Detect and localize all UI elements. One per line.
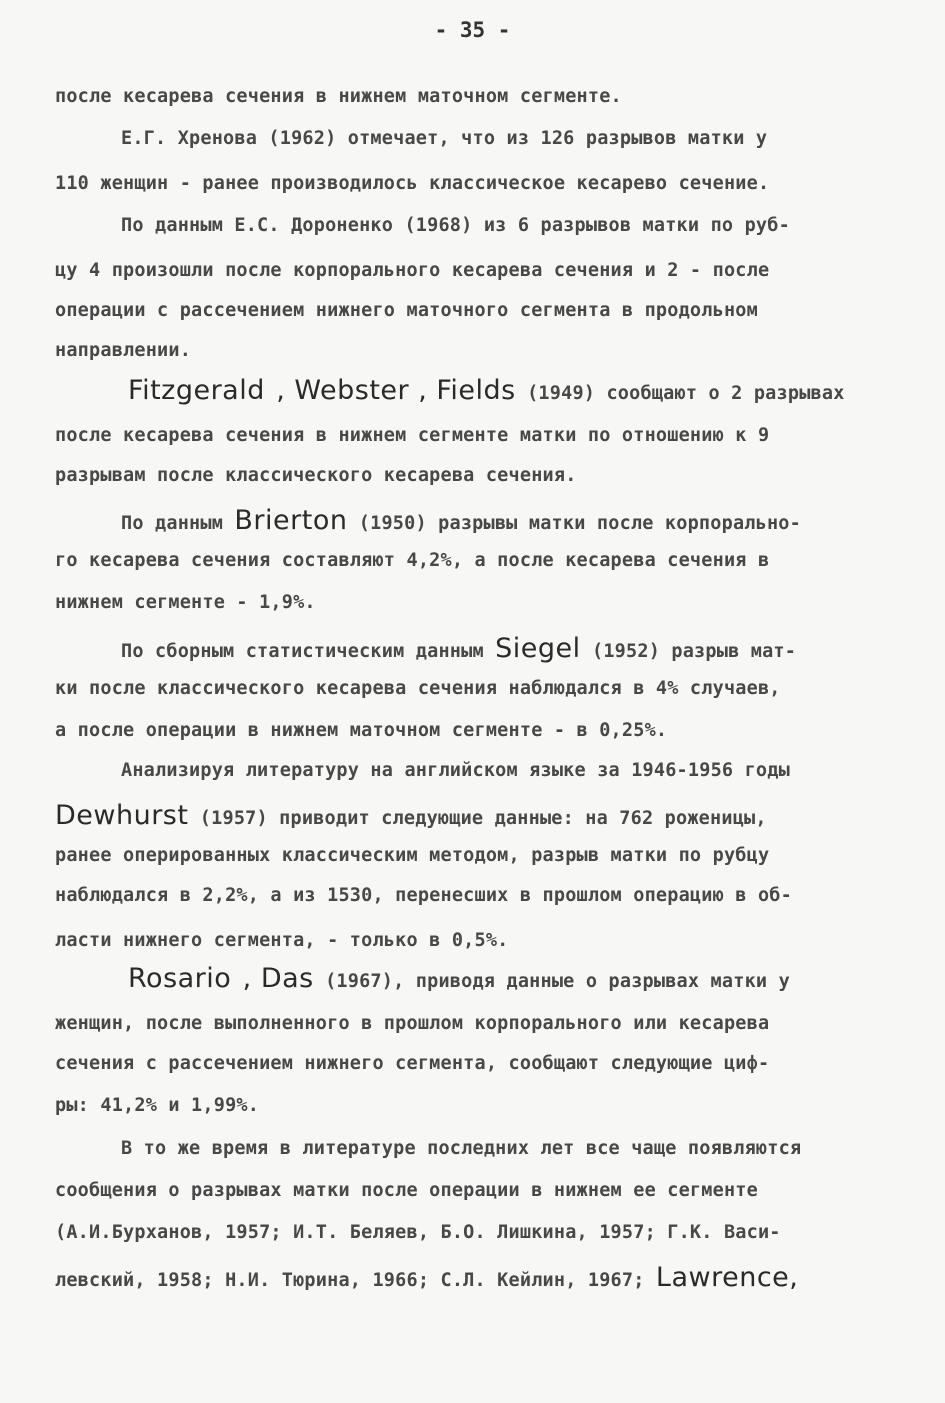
handwritten-name: , Das — [242, 963, 314, 994]
text-line — [55, 1222, 781, 1243]
text-segment: сечения с рассечением нижнего сегмента, сообщают следующие циф- — [55, 1053, 770, 1074]
text-line — [55, 465, 577, 486]
text-line — [55, 86, 622, 107]
text-segment: а после операции в нижнем маточном сегменте - в 0,25%. — [55, 720, 668, 741]
text-segment: 110 женщин - ранее производилось классическое кесарево сечение. — [55, 173, 770, 194]
text-segment: (А.И.Бурханов, 1957; И.Т. Беляев, Б.О. Лишкина, 1957; Г.К. Васи- — [55, 1222, 781, 1243]
text-segment: женщин, после выполненного в прошлом корпорального или кесарева — [55, 1013, 770, 1034]
text-line — [55, 550, 769, 571]
text-line — [121, 128, 767, 149]
text-segment: после кесарева сечения в нижнем сегменте матки по отношению к 9 — [55, 425, 770, 446]
text-line — [55, 678, 781, 699]
text-segment: наблюдался в 2,2%, а из 1530, перенесших в прошлом операцию в об- — [55, 885, 792, 906]
text-line — [55, 800, 767, 831]
text-segment: По данным Е.С. Дороненко (1968) из 6 разрывов матки по руб- — [121, 215, 790, 236]
text-segment: ласти нижнего сегмента, - только в 0,5%. — [55, 930, 509, 951]
text-line — [55, 1013, 769, 1034]
text-segment: ки после классического кесарева сечения наблюдался в 4% случаев, — [55, 678, 781, 699]
text-line — [121, 505, 801, 536]
text-segment: Анализируя литературу на английском языке за 1946-1956 годы — [121, 760, 790, 781]
text-line — [55, 1095, 259, 1116]
text-segment: цу 4 произошли после корпорального кесарева сечения и 2 - после — [55, 260, 770, 281]
text-line — [121, 760, 790, 781]
text-segment: По сборным статистическим данным — [121, 641, 496, 662]
text-segment: В то же время в литературе последних лет все чаще появляются — [121, 1138, 802, 1159]
text-line — [55, 720, 667, 741]
text-line — [55, 260, 769, 281]
text-line — [55, 340, 191, 361]
text-segment: (1967), приводя данные о разрывах матки у — [313, 971, 790, 992]
text-segment: (1949) сообщают о 2 разрывах — [515, 383, 845, 404]
text-segment: Е.Г. Хренова (1962) отмечает, что из 126 разрывов матки у — [121, 128, 768, 149]
text-segment: после кесарева сечения в нижнем маточном сегменте. — [55, 86, 622, 107]
text-line — [128, 963, 790, 994]
text-segment: По данным — [121, 513, 235, 534]
text-line — [121, 633, 796, 664]
text-line — [55, 1262, 798, 1293]
handwritten-name: Brierton — [234, 505, 348, 536]
text-segment: нижнем сегменте - 1,9%. — [55, 592, 316, 613]
text-segment: сообщения о разрывах матки после операции в нижнем ее сегменте — [55, 1180, 758, 1201]
handwritten-name: Fitzgerald — [128, 375, 265, 406]
text-segment: разрывам после классического кесарева сечения. — [55, 465, 577, 486]
text-segment: операции с рассечением нижнего маточного сегмента в продольном — [55, 300, 758, 321]
text-line — [55, 300, 758, 321]
text-segment: ры: 41,2% и 1,99%. — [55, 1095, 260, 1116]
text-line — [55, 885, 792, 906]
text-segment — [265, 383, 276, 404]
text-segment: го кесарева сечения составляют 4,2%, а после кесарева сечения в — [55, 550, 770, 571]
text-segment: (1952) разрыв мат- — [580, 641, 797, 662]
text-segment: ранее оперированных классическим методом, разрыв матки по рубцу — [55, 845, 770, 866]
handwritten-name: Lawrence, — [655, 1262, 799, 1293]
text-line — [121, 1138, 801, 1159]
text-line — [55, 425, 769, 446]
text-line — [55, 592, 316, 613]
text-segment — [231, 971, 242, 992]
text-segment: (1957) приводит следующие данные: на 762 роженицы, — [188, 808, 767, 829]
handwritten-name: Dewhurst — [55, 800, 189, 831]
text-line — [55, 1053, 769, 1074]
text-line — [55, 1180, 758, 1201]
text-line — [55, 930, 509, 951]
text-line — [55, 173, 769, 194]
text-segment: направлении. — [55, 340, 192, 361]
handwritten-name: Siegel — [495, 633, 581, 664]
handwritten-name: , Webster , Fields — [276, 375, 516, 406]
page-number: - 35 - — [434, 18, 511, 42]
handwritten-name: Rosario — [128, 963, 232, 994]
text-segment: (1950) разрывы матки после корпорально- — [347, 513, 801, 534]
text-segment: левский, 1958; Н.И. Тюрина, 1966; С.Л. Кейлин, 1967; — [55, 1270, 656, 1291]
text-line — [128, 375, 845, 406]
text-line — [121, 215, 790, 236]
text-line — [55, 845, 769, 866]
